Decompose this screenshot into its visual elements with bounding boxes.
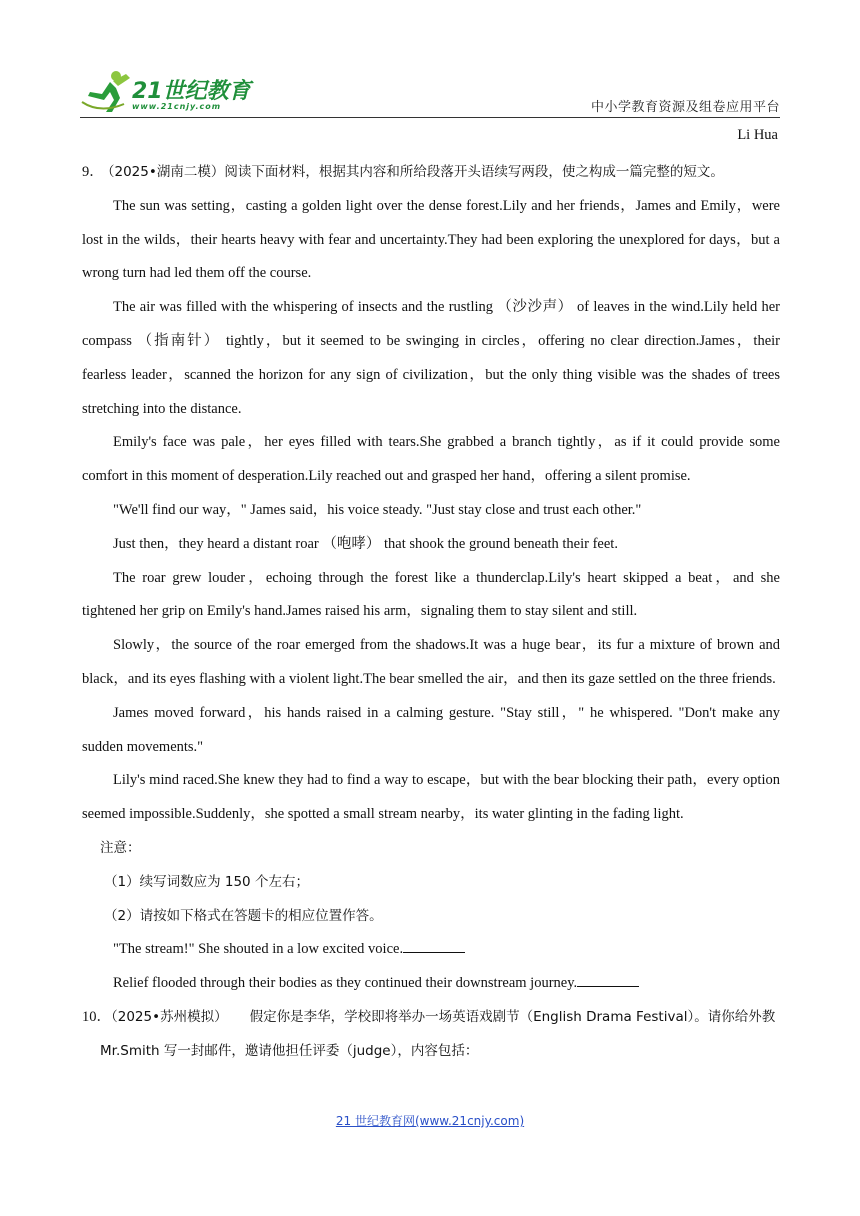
- page-footer: [0, 1112, 860, 1129]
- header-rule: [80, 117, 780, 118]
- question-instruction: 阅读下面材料，根据其内容和所给段落开头语续写两段，使之构成一篇完整的短文。: [224, 164, 724, 180]
- question-number: 10．: [82, 1008, 111, 1025]
- letter-signoff: Li Hua: [737, 127, 778, 143]
- story-paragraph: Emily's face was pale，her eyes filled with tears.She grabbed a branch tightly，as if it could provide some comfort in this moment of desperation.Lily reached out and grasped her hand，offering a silent promise.: [82, 434, 780, 485]
- footer-link[interactable]: 21 世纪教育网(www.21cnjy.com): [335, 1114, 525, 1128]
- answer-blank: [403, 938, 465, 953]
- question-text: 假定你是李华，学校即将举办一场英语戏剧节（English Drama Festival）。请你给外教 Mr.Smith 写一封邮件，邀请他担任评委（judge），内容包括：: [100, 1008, 776, 1059]
- story-paragraph: James moved forward，his hands raised in a calming gesture. "Stay still，" he whispered. "Don't make any sudden movements.": [82, 704, 780, 755]
- note-item: （1）续写词数应为 150 个左右；: [104, 873, 309, 890]
- question-number: 9．: [82, 164, 104, 180]
- question-9-heading: [82, 156, 780, 190]
- story-paragraph: The air was filled with the whispering of insects and the rustling （沙沙声） of leaves in the wind.Lily held her compass （指南针） tightly，but it seemed to be swinging in circles，offering no clear direction.James，their fearless leader，scanned the horizon for any sign of civilization，but the only thing visible was the shades of trees stretching into the distance.: [82, 299, 780, 417]
- logo-sub-text: www.21cnjy.com: [132, 102, 222, 111]
- page-content: [82, 156, 780, 1069]
- story-paragraph: "We'll find our way，" James said，his voice steady. "Just stay close and trust each other.": [113, 501, 642, 518]
- prompt-text: "The stream!" She shouted in a low excited voice.: [113, 941, 404, 958]
- story-paragraph: Just then，they heard a distant roar （咆哮） that shook the ground beneath their feet.: [113, 535, 618, 552]
- continuation-prompt: [82, 967, 780, 1001]
- note-item: （2）请按如下格式在答题卡的相应位置作答。: [104, 907, 383, 924]
- site-logo: [80, 68, 260, 116]
- logo-main-text: 21世纪教育: [132, 79, 251, 104]
- question-10: [82, 1001, 780, 1069]
- answer-blank: [577, 972, 639, 987]
- platform-tagline: 中小学教育资源及组卷应用平台: [590, 100, 780, 115]
- continuation-prompt: [82, 933, 780, 967]
- question-source: （2025•湖南二模）: [107, 164, 225, 180]
- prompt-text: Relief flooded through their bodies as they continued their downstream journey.: [113, 975, 578, 992]
- question-source: （2025•苏州模拟）: [111, 1008, 228, 1025]
- story-paragraph: Lily's mind raced.She knew they had to find a way to escape，but with the bear blocking their path，every option seemed impossible.Suddenly，she spotted a small stream nearby，its water glinting in the fading light.: [82, 772, 780, 823]
- story-paragraph: Slowly，the source of the roar emerged from the shadows.It was a huge bear，its fur a mixture of brown and black，and its eyes flashing with a violent light.The bear smelled the air，and then its gaze settled on the three friends.: [82, 637, 780, 687]
- note-title: 注意：: [100, 839, 141, 856]
- story-paragraph: The sun was setting，casting a golden light over the dense forest.Lily and her friends，James and Emily，were lost in the wilds，their hearts heavy with fear and uncertainty.They had been exploring the unexplored for days，but a wrong turn had led them off the course.: [82, 197, 780, 282]
- page-header: [80, 66, 780, 118]
- story-paragraph: The roar grew louder，echoing through the forest like a thunderclap.Lily's heart skipped a beat，and she tightened her grip on Emily's hand.James raised his arm，signaling them to stay silent and still.: [82, 569, 780, 620]
